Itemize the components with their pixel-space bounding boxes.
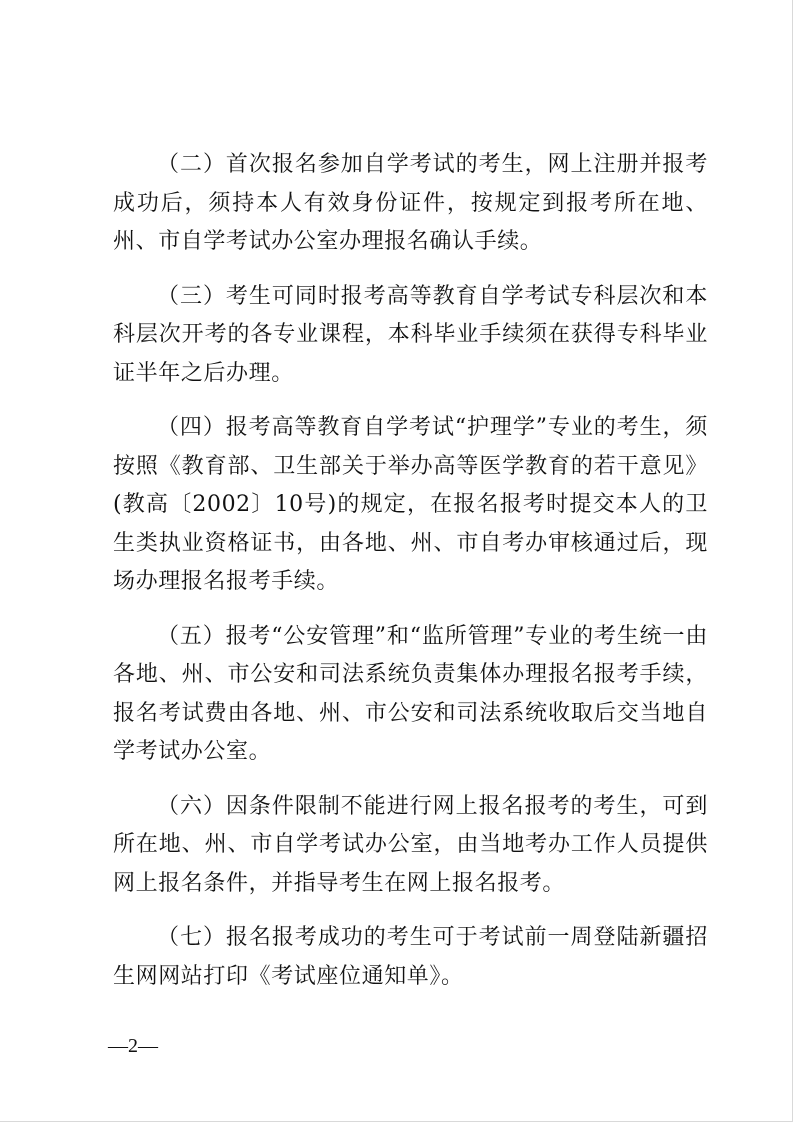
paragraph-item-7: （七）报名报考成功的考生可于考试前一周登陆新疆招生网网站打印《考试座位通知单》。 — [113, 925, 708, 989]
page-number: —2— — [108, 1035, 158, 1057]
paragraph-item-5: （五）报考“公安管理”和“监所管理”专业的考生统一由各地、州、市公安和司法系统负责集体办理报名报考手续，报名考试费由各地、州、市公安和司法系统收取后交当地自学考试办公室。 — [113, 623, 708, 764]
document-body — [113, 146, 708, 1012]
paragraph-item-4: （四）报考高等教育自学考试“护理学”专业的考生，须按照《教育部、卫生部关于举办高等医学教育的若干意见》(教高〔2002〕10号)的规定，在报名报考时提交本人的卫生类执业资格证书，由各地、州、市自考办审核通过后，现场办理报名报考手续。 — [113, 415, 708, 594]
paragraph-item-2: （二）首次报名参加自学考试的考生，网上注册并报考成功后，须持本人有效身份证件，按规定到报考所在地、州、市自学考试办公室办理报名确认手续。 — [113, 152, 708, 254]
paragraph-item-3: （三）考生可同时报考高等教育自学考试专科层次和本科层次开考的各专业课程，本科毕业手续须在获得专科毕业证半年之后办理。 — [113, 283, 708, 386]
paragraph-item-6: （六）因条件限制不能进行网上报名报考的考生，可到所在地、州、市自学考试办公室，由当地考办工作人员提供网上报名条件，并指导考生在网上报名报考。 — [113, 793, 708, 896]
